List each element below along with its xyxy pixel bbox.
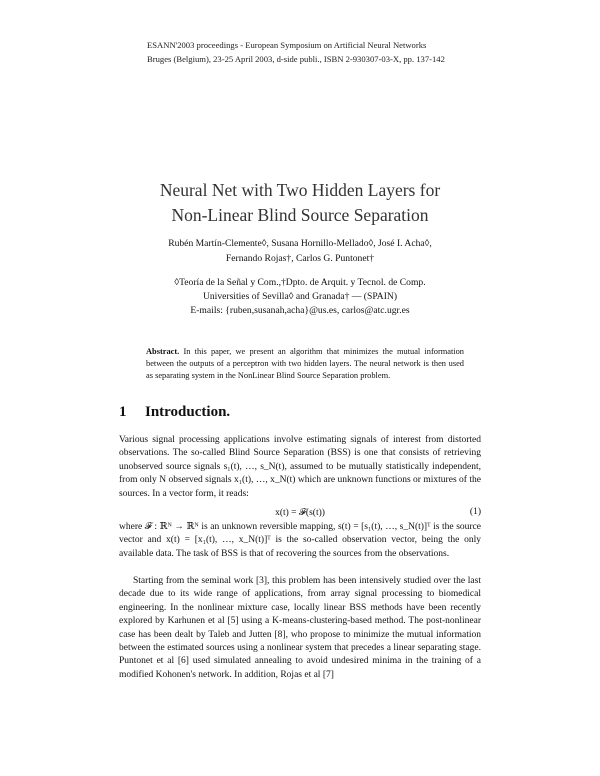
abstract-label: Abstract. xyxy=(146,347,180,356)
affiliations xyxy=(0,276,600,318)
affiliation-line-1: ◊Teoría de la Señal y Com.,†Dpto. de Arquit. y Tecnol. de Comp. xyxy=(174,277,426,288)
title-line-1: Neural Net with Two Hidden Layers for xyxy=(159,180,441,200)
section-number: 1 xyxy=(119,404,127,420)
header-line-2: Bruges (Belgium), 23-25 April 2003, d-side publi., ISBN 2-930307-03-X, pp. 137-142 xyxy=(147,54,445,64)
equation-expression: x(t) = 𝓕(s(t)) xyxy=(275,508,325,518)
affiliation-line-2: Universities of Sevilla◊ and Granada† — (SPAIN) xyxy=(202,291,398,302)
author-list xyxy=(0,236,600,266)
abstract-text: In this paper, we present an algorithm that minimizes the mutual information between the outputs of a perceptron with two hidden layers. The neural network is then used as separating system in the NonLinear Blind Source Separation problem. xyxy=(146,347,464,380)
section-title: Introduction. xyxy=(145,404,231,420)
intro-paragraph-2: where 𝓕 : ℝᴺ → ℝᴺ is an unknown reversible mapping, s(t) = [s₁(t), …, s_N(t)]ᵀ is the source vector and x(t) = [x₁(t), …, x_N(t)]ᵀ is the so-called observation vector, being the only available data. The task of BSS is that of recovering the sources from the observations. xyxy=(119,522,481,559)
equation-number: (1) xyxy=(469,507,481,517)
intro-paragraph-3: Starting from the seminal work [3], this problem has been intensively studied over the last decade due to its wide range of applications, from array signal processing to biomedical engineering. In the nonlinear mixture case, locally linear BSS methods have been recently explored by Karhunen et al [5] using a K-means-clustering-based method. The post-nonlinear case has been dealt by Taleb and Jutten [8], who propose to minimize the mutual information between the estimated sources using a nonlinear system that precedes a linear separating stage. Puntonet et al [6] used simulated annealing to avoid undesired minima in the training of a modified Kohonen's network. In addition, Rojas et al [7] xyxy=(119,576,481,680)
authors-line-2: Fernando Rojas†, Carlos G. Puntonet† xyxy=(225,253,375,264)
section-heading xyxy=(119,404,230,421)
proceedings-header xyxy=(147,38,445,66)
abstract xyxy=(146,346,464,381)
intro-paragraph-1: Various signal processing applications involve estimating signals of interest from distorted observations. The so-called Blind Source Separation (BSS) is one that consists of retrieving unobserved source signals s₁(t), …, s_N(t), assumed to be mutually statistically independent, from only N observed signals x₁(t), …, x_N(t) which are unknown functions or mixtures of the sources. In a vector form, it reads: xyxy=(119,435,481,499)
header-line-1: ESANN'2003 proceedings - European Symposium on Artificial Neural Networks xyxy=(147,40,427,50)
paper-title xyxy=(0,178,600,228)
equation-1 xyxy=(119,507,481,521)
affiliation-emails: E-mails: {ruben,susanah,acha}@us.es, carlos@atc.ugr.es xyxy=(190,305,410,316)
title-line-2: Non-Linear Blind Source Separation xyxy=(171,205,429,225)
authors-line-1: Rubén Martín-Clemente◊, Susana Hornillo-Mellado◊, José I. Acha◊, xyxy=(168,238,432,249)
